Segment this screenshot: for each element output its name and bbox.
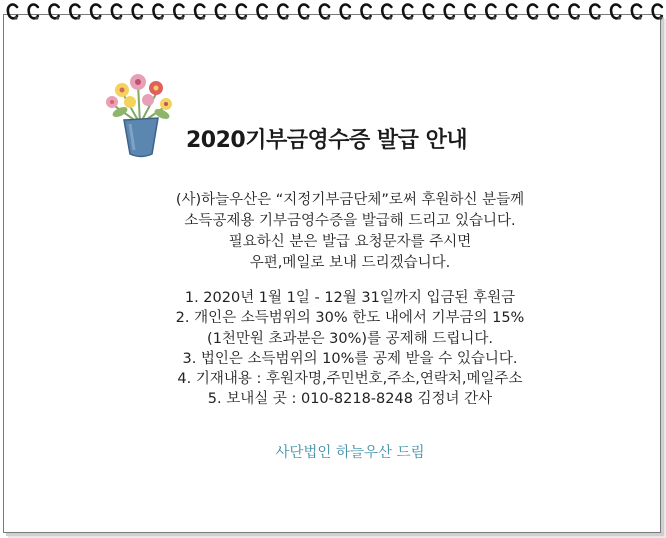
spiral-coil-icon	[257, 5, 267, 20]
spiral-coil-icon	[8, 5, 18, 20]
intro-line: (사)하늘우산은 “지정기부금단체”로써 후원하신 분들께	[175, 192, 525, 208]
spiral-binding-icon	[0, 0, 666, 26]
spiral-coil-icon	[445, 5, 455, 20]
spiral-coil-icon	[653, 5, 663, 20]
spiral-coil-icon	[486, 5, 496, 20]
spiral-coil-icon	[361, 5, 371, 20]
intro-line: 우편,메일로 보내 드리겠습니다.	[249, 255, 451, 271]
spiral-coil-icon	[91, 5, 101, 20]
spiral-coil-icon	[49, 5, 59, 20]
spiral-coil-icon	[237, 5, 247, 20]
spiral-coil-icon	[153, 5, 163, 20]
spiral-coil-icon	[195, 5, 205, 20]
detail-list	[120, 288, 580, 410]
spiral-coil-icon	[424, 5, 434, 20]
spiral-coil-icon	[29, 5, 39, 20]
spiral-coil-icon	[632, 5, 642, 20]
spiral-coil-icon	[528, 5, 538, 20]
intro-line: 소득공제용 기부금영수증을 발급해 드리고 있습니다.	[184, 213, 516, 229]
spiral-coil-icon	[278, 5, 288, 20]
spiral-coil-icon	[216, 5, 226, 20]
spiral-coil-icon	[611, 5, 621, 20]
spiral-coil-icon	[590, 5, 600, 20]
spiral-coil-icon	[341, 5, 351, 20]
intro-paragraph	[120, 190, 580, 274]
spiral-coil-icon	[174, 5, 184, 20]
list-item: 3. 법인은 소득범위의 10%를 공제 받을 수 있습니다.	[182, 350, 518, 367]
spiral-coil-icon	[133, 5, 143, 20]
page-title: 2020기부금영수증 발급 안내	[186, 128, 468, 153]
spiral-coil-icon	[382, 5, 392, 20]
spiral-coil-icon	[549, 5, 559, 20]
spiral-coil-icon	[70, 5, 80, 20]
spiral-coil-icon	[403, 5, 413, 20]
spiral-coil-icon	[299, 5, 309, 20]
spiral-coil-icon	[112, 5, 122, 20]
list-item: (1천만원 초과분은 30%)를 공제해 드립니다.	[207, 330, 493, 347]
intro-line: 필요하신 분은 발급 요청문자를 주시면	[228, 234, 472, 250]
flower-vase-icon	[100, 62, 180, 162]
list-item: 4. 기재내용 : 후원자명,주민번호,주소,연락처,메일주소	[177, 371, 523, 388]
list-item: 2. 개인은 소득범위의 30% 한도 내에서 기부금의 15%	[175, 310, 525, 327]
list-item: 5. 보내실 곳 : 010-8218-8248 김정녀 간사	[207, 391, 493, 408]
list-item: 1. 2020년 1월 1일 - 12월 31일까지 입금된 후원금	[184, 290, 516, 306]
spiral-coil-icon	[320, 5, 330, 20]
spiral-coil-icon	[569, 5, 579, 20]
spiral-coil-icon	[465, 5, 475, 20]
signature: 사단법인 하늘우산 드림	[275, 445, 425, 461]
spiral-coil-icon	[507, 5, 517, 20]
